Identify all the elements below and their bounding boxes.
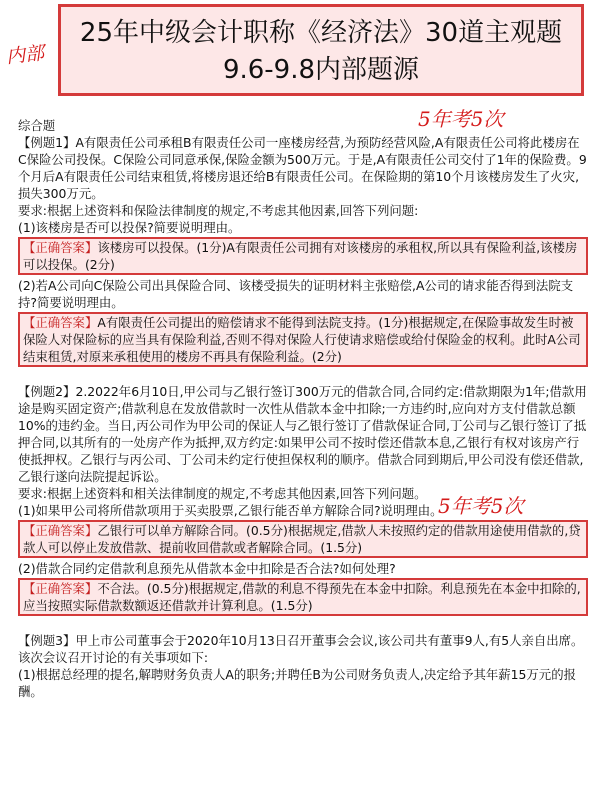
example-2-question-2: (2)借款合同约定借款利息预先从借款本金中扣除是否合法?如何处理? (18, 561, 396, 576)
answer-text: A有限责任公司提出的赔偿请求不能得到法院支持。(1分)根据规定,在保险事故发生时被保险人对保险标的应当具有保险利益,否则不得对保险人行使请求赔偿或给付保险金的权利。此时A公司结束租赁,对原来承租使用的楼房不再具有保险利益。(2分) (23, 315, 581, 364)
example-2-question-1: (1)如果甲公司将所借款项用于买卖股票,乙银行能否单方解除合同?说明理由。 (18, 503, 443, 518)
title-line-2: 9.6-9.8内部题源 (222, 55, 420, 85)
handwritten-note-2: 5年考5次 (438, 494, 524, 518)
example-3-question-1: (1)根据总经理的提名,解聘财务负责人A的职务;并聘任B为公司财务负责人,决定给予其年薪15万元的报酬。 (18, 667, 576, 699)
example-1-question-2: (2)若A公司向C保险公司出具保险合同、该楼受损失的证明材料主张赔偿,A公司的请求能否得到法院支持?简要说明理由。 (18, 278, 574, 310)
answer-text: 不合法。(0.5分)根据规定,借款的利息不得预先在本金中扣除。利息预先在本金中扣除的,应当按照实际借款数额返还借款并计算利息。(1.5分) (23, 581, 581, 613)
example-2-answer-2 (18, 578, 588, 616)
answer-label: 【正确答案】 (23, 523, 98, 538)
title-banner (58, 4, 584, 96)
example-3-body: 【例题3】甲上市公司董事会于2020年10月13日召开董事会会议,该公司共有董事9人,有5人亲自出席。该次会议召开讨论的有关事项如下: (18, 633, 584, 665)
internal-stamp: 内部 (5, 42, 46, 68)
section-title: 综合题 (18, 118, 56, 133)
answer-label: 【正确答案】 (23, 581, 98, 596)
answer-text: 该楼房可以投保。(1分)A有限责任公司拥有对该楼房的承租权,所以具有保险利益,该楼房可以投保。(2分) (23, 240, 578, 272)
document-body (18, 117, 588, 700)
example-1-answer-1 (18, 237, 588, 275)
answer-text: 乙银行可以单方解除合同。(0.5分)根据规定,借款人未按照约定的借款用途使用借款的,贷款人可以停止发放借款、提前收回借款或者解除合同。(1.5分) (23, 523, 581, 555)
handwritten-note-1: 5年考5次 (418, 107, 504, 131)
title-line-1: 25年中级会计职称《经济法》30道主观题 (79, 18, 563, 48)
example-2-requirement: 要求:根据上述资料和相关法律制度的规定,不考虑其他因素,回答下列问题。 (18, 486, 427, 501)
example-1-requirement: 要求:根据上述资料和保险法律制度的规定,不考虑其他因素,回答下列问题: (18, 203, 419, 218)
example-1-body: 【例题1】A有限责任公司承租B有限责任公司一座楼房经营,为预防经营风险,A有限责任公司将此楼房在C保险公司投保。C保险公司同意承保,保险金额为500万元。于是,A有限责任公司交付了1年的保险费。9个月后A有限责任公司结束租赁,将楼房退还给B有限责任公司。在保险期的第10个月该楼房发生了火灾,损失300万元。 (18, 135, 587, 201)
answer-label: 【正确答案】 (23, 240, 98, 255)
answer-label: 【正确答案】 (23, 315, 98, 330)
example-1-question-1: (1)该楼房是否可以投保?简要说明理由。 (18, 220, 241, 235)
example-1-answer-2 (18, 312, 588, 367)
example-2-body: 【例题2】2.2022年6月10日,甲公司与乙银行签订300万元的借款合同,合同约定:借款期限为1年;借款用途是购买固定资产;借款利息在发放借款时一次性从借款本金中扣除;一方违约时,应向对方支付借款总额10%的违约金。当日,丙公司作为甲公司的保证人与乙银行签订了借款保证合同,丁公司与乙银行签订了抵押合同,以其所有的一处房产作为抵押,双方约定:如果甲公司不按时偿还借款本息,乙银行有权对该房产行使抵押权。乙银行与丙公司、丁公司未约定行使担保权利的顺序。借款合同到期后,甲公司没有偿还借款,乙银行遂向法院提起诉讼。 (18, 384, 587, 484)
example-2-answer-1 (18, 520, 588, 558)
